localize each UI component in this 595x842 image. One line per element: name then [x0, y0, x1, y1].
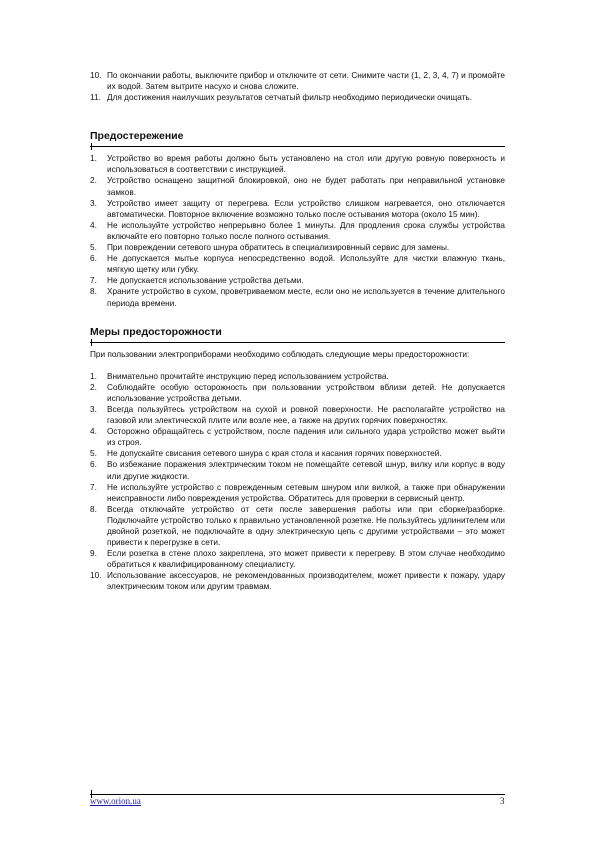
list-item [90, 404, 505, 426]
list-item [90, 482, 505, 504]
section-heading-text: Меры предосторожности [90, 325, 222, 338]
item-number: 1. [90, 154, 97, 164]
list-item [90, 459, 505, 481]
item-number: 5. [90, 449, 97, 459]
list-item [90, 70, 505, 92]
item-number: 8. [90, 504, 97, 514]
item-number: 3. [90, 404, 97, 414]
item-text: Не допускайте свисания сетевого шнура с края стола и касания горячих поверхностей. [107, 449, 442, 459]
list-item [90, 371, 505, 382]
section-heading-text: Предостережение [90, 130, 184, 143]
list-item [90, 426, 505, 448]
item-number: 11. [90, 93, 101, 103]
item-number: 10. [90, 71, 102, 80]
precautions-list [90, 371, 505, 593]
list-item [90, 286, 505, 308]
list-item [90, 504, 505, 548]
item-text: По окончании работы, выключите прибор и отключите от сети. Снимите части (1, 2, 3, 4, 7) и промойте их водой. Затем вытрите насухо и снова сложите. [107, 71, 505, 92]
list-item [90, 570, 505, 592]
footer-rule [90, 794, 505, 795]
item-text: Во избежание поражения электрическим током не помещайте сетевой шнур, вилку или корпус в воду или другие жидкости. [107, 460, 505, 481]
list-item [90, 220, 505, 242]
list-item [90, 548, 505, 570]
item-text: Всегда пользуйтесь устройством на сухой и ровной поверхности. Не располагайте устройство на газовой или электической плите или возле нее, а также на других горячих поверхностях. [107, 404, 505, 426]
list-item [90, 92, 505, 103]
rule-tick [91, 143, 92, 150]
item-number: 3. [90, 198, 97, 208]
item-text: Всегда отключайте устройство от сети после завершения работы или при сборке/разборке. Подключайте устройство только к правильно установленной розетке. Не пользуйтесь удлинителем или двойной розеткой, не подключайте в одну электрическую цепь с другими устройствами – это может привести к перегрузке в сети. [107, 504, 505, 548]
item-text: Для достижения наилучших результатов сетчатый фильтр необходимо периодически очищать. [107, 93, 473, 103]
page-number: 3 [500, 796, 505, 806]
section-heading-precautions [90, 326, 505, 343]
item-number: 4. [90, 220, 97, 230]
item-text: Осторожно обращайтесь с устройством, после падения или сильного удара устройство может выйти из строя. [107, 427, 505, 448]
item-number: 2. [90, 382, 97, 392]
item-number: 2. [90, 176, 97, 186]
item-number: 9. [90, 549, 97, 559]
page-content [90, 70, 505, 593]
item-number: 6. [90, 460, 97, 470]
item-text: Не используйте устройство с поврежденным сетевым шнуром или вилкой, а также при обнаружении неисправности либо повреждения устройства. Обратитесь для проверки в сервисный центр. [107, 482, 505, 503]
item-number: 7. [90, 276, 97, 286]
item-text: Соблюдайте особую осторожность при пользовании устройством вблизи детей. Не допускается использование устройства детьми. [107, 382, 505, 403]
item-number: 6. [90, 254, 97, 264]
item-number: 1. [90, 371, 97, 381]
item-number: 8. [90, 287, 97, 297]
item-text: Устройство имеет защиту от перегрева. Если устройство слишком нагревается, оно отключается автоматически. Повторное включение возможно только после остывания мотора (около 15 мин). [107, 198, 505, 219]
list-item [90, 153, 505, 175]
item-text: Если розетка в стене плохо закреплена, это может привести к перегреву. В этом случае необходимо обратиться к квалифицированному специалисту. [107, 549, 505, 570]
list-item [90, 253, 505, 275]
section-heading-warning [90, 130, 505, 147]
list-item [90, 242, 505, 253]
item-text: При повреждении сетевого шнура обратитесь в специализировнный сервис для замены. [107, 243, 450, 253]
website-link[interactable]: www.orion.ua [90, 796, 141, 806]
item-number: 7. [90, 482, 97, 492]
list-item [90, 382, 505, 404]
item-text: Внимательно прочитайте инструкцию перед использованием устройства. [107, 371, 389, 381]
list-item [90, 175, 505, 197]
item-text: Использование аксессуаров, не рекомендованных производителем, может привести к пожару, удару электрическим током или другим травмам. [107, 571, 505, 592]
item-text: Не допускается мытье корпуса непосредственно водой. Используйте для чистки влажную ткань, мягкую щетку или губку. [107, 254, 505, 275]
section-intro: При пользовании электроприборами необходимо соблюдать следующие меры предосторожности: [90, 349, 470, 359]
item-number: 4. [90, 427, 97, 437]
warning-list [90, 153, 505, 308]
item-text: Не допускается использование устройства детьми. [107, 276, 304, 286]
rule-tick [91, 339, 92, 346]
item-number: 5. [90, 243, 97, 253]
item-text: Не используйте устройство непрерывно более 1 минуты. Для продления срока службы устройства включайте его повторно только после полного остывания. [107, 220, 505, 241]
list-item [90, 448, 505, 459]
item-text: Храните устройство в сухом, проветриваемом месте, если оно не используется в течение длительного периода времени. [107, 287, 505, 308]
item-number: 10. [90, 571, 102, 581]
list-item [90, 275, 505, 286]
list-item [90, 198, 505, 220]
item-text: Устройство оснащено защитной блокировкой, оно не будет работать при неправильной установке замков. [107, 176, 505, 197]
top-list [90, 70, 505, 103]
item-text: Устройство во время работы должно быть установлено на стол или другую ровную поверхность и использоваться в соответствии с инструкцией. [107, 154, 505, 175]
